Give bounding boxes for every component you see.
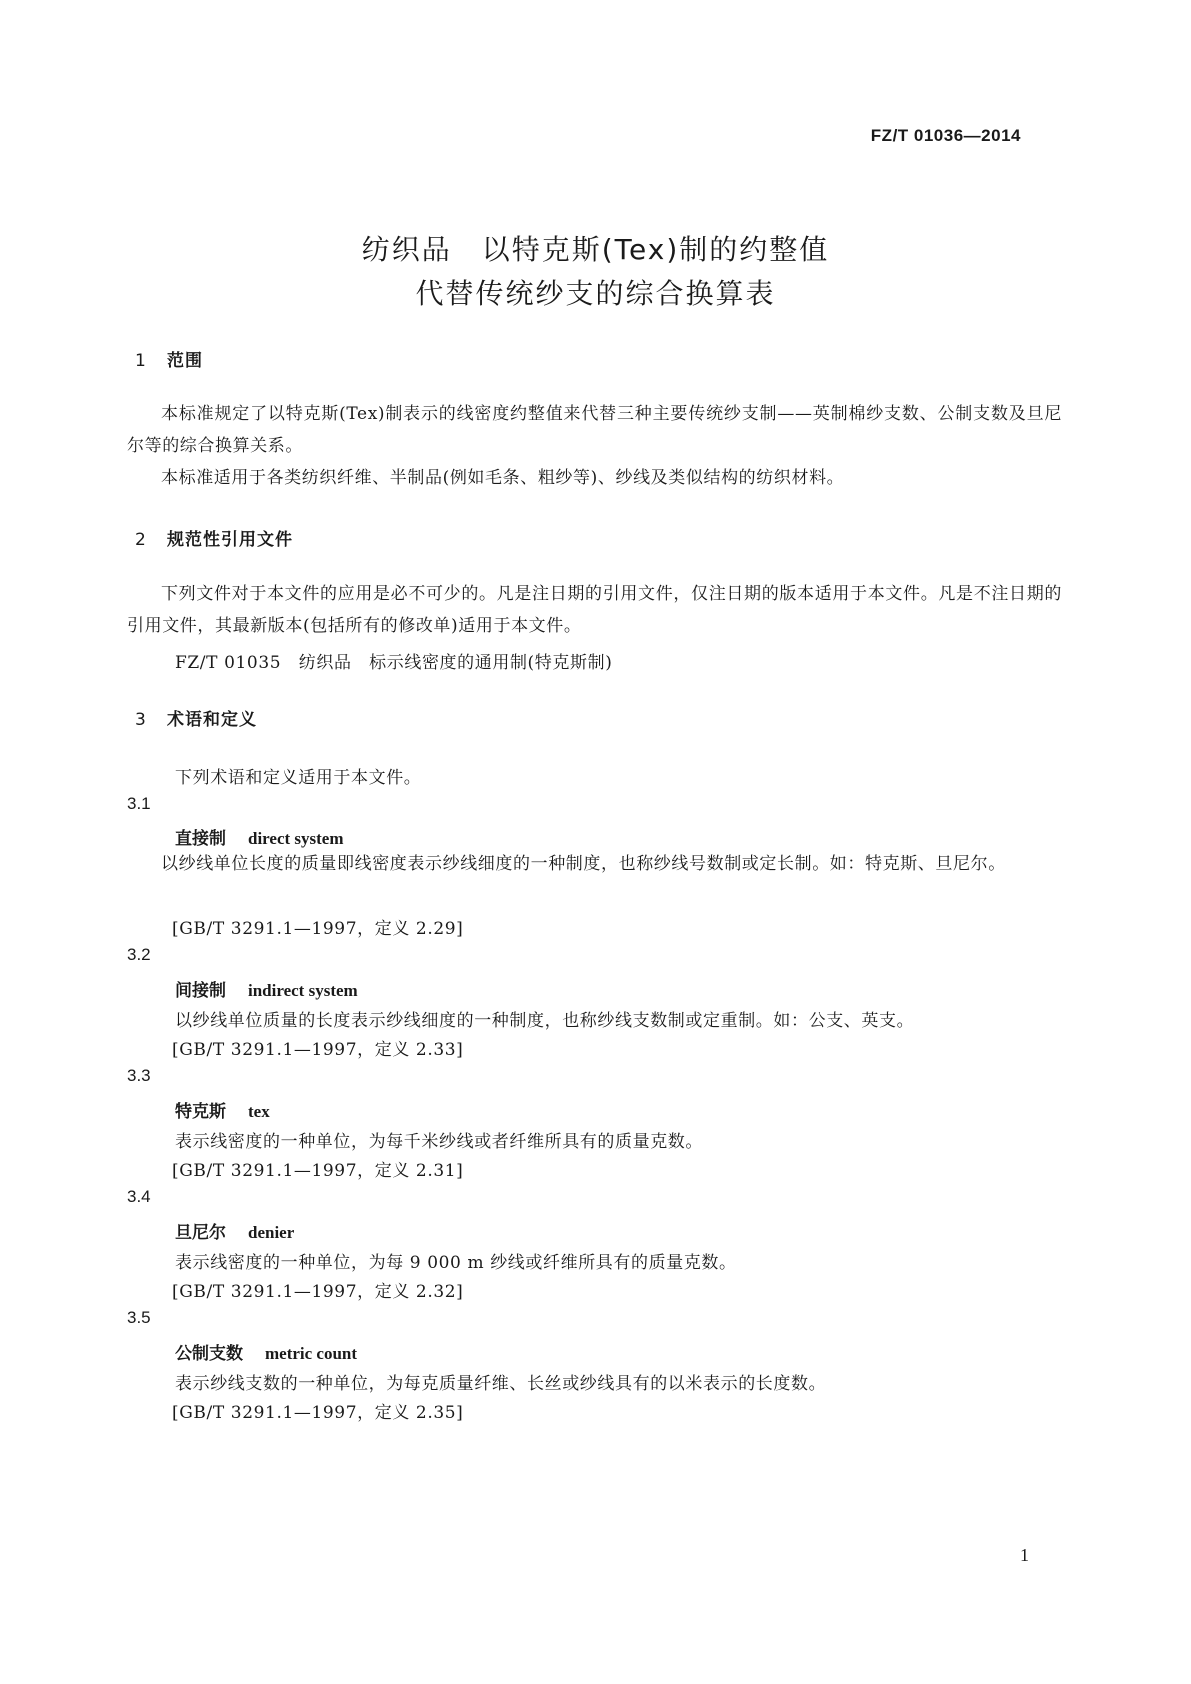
- normative-reference: FZ/T 01035 纺织品 标示线密度的通用制(特克斯制): [175, 653, 613, 673]
- section-3-heading: [135, 705, 257, 730]
- term-zh: 特克斯: [175, 1102, 226, 1122]
- clause-number: 3.2: [127, 945, 151, 964]
- term-heading: [175, 1097, 270, 1122]
- term-source: [GB/T 3291.1—1997，定义 2.32]: [172, 1282, 464, 1302]
- section-title: 规范性引用文件: [167, 530, 293, 550]
- term-heading: [175, 1339, 357, 1364]
- document-title: [0, 228, 1191, 316]
- term-en: direct system: [248, 829, 344, 848]
- term-zh: 直接制: [175, 829, 226, 849]
- section-number: 3: [135, 710, 147, 730]
- term-zh: 公制支数: [175, 1344, 243, 1364]
- section-1-paragraph-1: 本标准规定了以特克斯(Tex)制表示的线密度约整值来代替三种主要传统纱支制——英制棉纱支数、公制支数及旦尼尔等的综合换算关系。: [127, 404, 1062, 456]
- page-number: 1: [1020, 1545, 1029, 1565]
- term-source: [GB/T 3291.1—1997，定义 2.35]: [172, 1403, 464, 1423]
- section-number: 1: [135, 351, 147, 371]
- section-number: 2: [135, 530, 147, 550]
- section-title: 术语和定义: [167, 710, 257, 730]
- clause-number: 3.4: [127, 1187, 151, 1206]
- clause-number: 3.5: [127, 1308, 151, 1327]
- section-1-heading: [135, 346, 203, 371]
- term-definition: 以纱线单位质量的长度表示纱线细度的一种制度，也称纱线支数制或定重制。如：公支、英支。: [175, 1011, 915, 1031]
- term-heading: [175, 1218, 294, 1243]
- term-en: denier: [248, 1223, 295, 1242]
- term-heading: [175, 824, 344, 849]
- clause-number: 3.1: [127, 794, 151, 813]
- standard-code: FZ/T 01036—2014: [870, 126, 1021, 145]
- term-zh: 间接制: [175, 981, 226, 1001]
- term-en: indirect system: [248, 981, 358, 1000]
- term-source: [GB/T 3291.1—1997，定义 2.33]: [172, 1040, 464, 1060]
- term-source: [GB/T 3291.1—1997，定义 2.31]: [172, 1161, 464, 1181]
- term-definition: 表示线密度的一种单位，为每千米纱线或者纤维所具有的质量克数。: [175, 1132, 703, 1152]
- title-line-2: 代替传统纱支的综合换算表: [415, 277, 776, 310]
- term-definition: 以纱线单位长度的质量即线密度表示纱线细度的一种制度，也称纱线号数制或定长制。如：特克斯、旦尼尔。: [161, 854, 1006, 874]
- term-definition: 表示纱线支数的一种单位，为每克质量纤维、长丝或纱线具有的以米表示的长度数。: [175, 1374, 827, 1394]
- term-source: [GB/T 3291.1—1997，定义 2.29]: [172, 919, 464, 939]
- term-en: tex: [248, 1102, 270, 1121]
- clause-number: 3.3: [127, 1066, 151, 1085]
- title-line-1: 纺织品 以特克斯(Tex)制的约整值: [361, 233, 830, 266]
- section-1-paragraph-2: 本标准适用于各类纺织纤维、半制品(例如毛条、粗纱等)、纱线及类似结构的纺织材料。: [161, 468, 845, 488]
- section-2-paragraph-1: 下列文件对于本文件的应用是必不可少的。凡是注日期的引用文件，仅注日期的版本适用于本文件。凡是不注日期的引用文件，其最新版本(包括所有的修改单)适用于本文件。: [127, 584, 1062, 636]
- term-heading: [175, 976, 358, 1001]
- section-3-intro: 下列术语和定义适用于本文件。: [175, 768, 422, 788]
- term-zh: 旦尼尔: [175, 1223, 226, 1243]
- term-definition: 表示线密度的一种单位，为每 9 000 m 纱线或纤维所具有的质量克数。: [175, 1253, 737, 1273]
- section-2-heading: [135, 525, 293, 550]
- term-en: metric count: [265, 1344, 358, 1363]
- section-title: 范围: [167, 351, 203, 371]
